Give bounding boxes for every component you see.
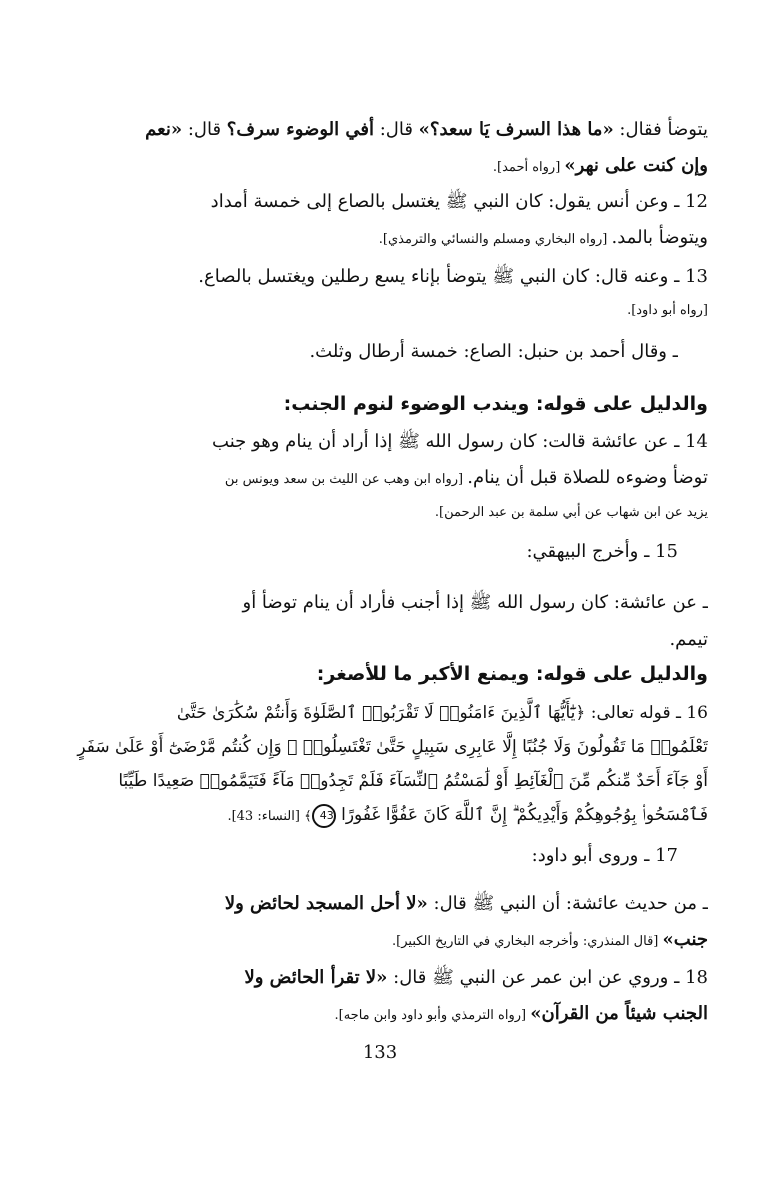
- ayah-number-icon: 43: [312, 804, 336, 828]
- text-line: 15 ـ وأخرج البيهقي:: [526, 541, 678, 562]
- text-run: ـ من حديث عائشة: أن النبي ﷺ قال:: [427, 893, 708, 914]
- quran-line: أَوْ جَآءَ أَحَدٌ مِّنكُم مِّنَ ٱلْغَآئِطِ أَوْ لَٰمَسْتُمُ ٱلنِّسَآءَ فَلَمْ تَجِدُوا۟ مَآءً فَتَيَمَّمُوا۟ صَعِيدًا طَيِّبًا: [118, 771, 708, 791]
- hadith-quote: «ما هذا السرف يَا سعد؟»: [418, 119, 614, 140]
- hadith-quote: «لا أحل المسجد لحائض ولا: [224, 893, 428, 914]
- text-line: تيمم.: [669, 629, 708, 650]
- quran-line: 16 ـ قوله تعالى: ﴿يَٰٓأَيُّهَا ٱلَّذِينَ ءَامَنُوا۟ لَا تَقْرَبُوا۟ ٱلصَّلَوٰةَ وَأَنتُمْ سُكَٰرَىٰ حَتَّىٰ: [176, 703, 708, 723]
- citation: ﴾ [النساء: 43].: [227, 809, 312, 824]
- page-number: 133: [362, 1042, 398, 1063]
- section-heading-1: [52, 386, 708, 422]
- text-line: [52, 886, 708, 922]
- hadith-quote: الجنب شيئاً من القرآن»: [530, 1003, 708, 1024]
- hadith-quote: جنب»: [662, 929, 708, 950]
- text-run: قال:: [373, 119, 419, 140]
- text-run: قال:: [182, 119, 227, 140]
- text-run: يتوضأ فقال:: [613, 119, 708, 140]
- paragraph-14: [52, 424, 708, 530]
- text-line: ـ وقال أحمد بن حنبل: الصاع: خمسة أرطال وثلث.: [309, 341, 678, 362]
- text-line: 14 ـ عن عائشة قالت: كان رسول الله ﷺ إذا أراد أن ينام وهو جنب: [212, 431, 708, 452]
- text-line: [52, 996, 708, 1032]
- paragraph-18: [52, 960, 708, 1032]
- citation: [رواه البخاري ومسلم والنسائي والترمذي].: [378, 232, 612, 247]
- section-heading-2: [52, 656, 708, 692]
- text-line: [52, 922, 708, 958]
- quran-line: تَعْلَمُوا۟ مَا تَقُولُونَ وَلَا جُنُبًا إِلَّا عَابِرِى سَبِيلٍ حَتَّىٰ تَغْتَسِلُوا۟ ۚ وَإِن كُنتُم مَّرْضَىٰٓ أَوْ عَلَىٰ سَفَرٍ: [77, 737, 708, 757]
- citation: [رواه ابن وهب عن الليث بن سعد ويونس بن: [224, 472, 468, 487]
- paragraph-16-quran: [52, 696, 708, 832]
- heading-text: والدليل على قوله: ويمنع الأكبر ما للأصغر:: [316, 663, 708, 685]
- hadith-quote: «لا تقرأ الحائض ولا: [244, 967, 388, 988]
- paragraph-continuation: [52, 112, 708, 184]
- text-line: [52, 148, 708, 184]
- text-line: 12 ـ وعن أنس يقول: كان النبي ﷺ يغتسل بالصاع إلى خمسة أمداد: [210, 191, 708, 212]
- citation: [رواه أحمد].: [492, 160, 565, 175]
- citation: يزيد عن ابن شهاب عن أبي سلمة بن عبد الرحمن].: [434, 505, 708, 520]
- paragraph-12: [52, 184, 708, 256]
- hadith-quote: وإن كنت على نهر»: [564, 155, 708, 176]
- text-line: 13 ـ وعنه قال: كان النبي ﷺ يتوضأ بإناء يسع رطلين ويغتسل بالصاع.: [198, 266, 708, 287]
- text-line: ـ عن عائشة: كان رسول الله ﷺ إذا أجنب فأراد أن ينام توضأ أو: [242, 592, 708, 613]
- paragraph-13: [52, 259, 708, 327]
- paragraph-17-aisha: [52, 886, 708, 958]
- text-line: [52, 220, 708, 256]
- text-line: 17 ـ وروى أبو داود:: [531, 845, 678, 866]
- paragraph-17: [52, 838, 678, 874]
- heading-text: والدليل على قوله: ويندب الوضوء لنوم الجنب:: [283, 393, 708, 415]
- text-run: 18 ـ وروي عن ابن عمر عن النبي ﷺ قال:: [387, 967, 708, 988]
- quran-text: فَٱمْسَحُوا۟ بِوُجُوهِكُمْ وَأَيْدِيكُمْ ۗ إِنَّ ٱللَّهَ كَانَ عَفُوًّا غَفُورًا: [335, 805, 708, 825]
- citation: [رواه الترمذي وأبو داود وابن ماجه].: [334, 1008, 531, 1023]
- quran-line: [52, 798, 708, 832]
- citation: [قال المنذري: وأخرجه البخاري في التاريخ الكبير].: [392, 934, 663, 949]
- text-line: [52, 960, 708, 996]
- text-run: ويتوضأ بالمد.: [611, 227, 708, 248]
- citation: [رواه أبو داود].: [627, 303, 708, 318]
- text-line: [52, 112, 708, 148]
- hadith-quote: «نعم: [145, 119, 183, 140]
- text-line: [52, 460, 708, 496]
- hadith-quote: أفي الوضوء سرف؟: [226, 119, 374, 140]
- paragraph-15: [52, 534, 678, 570]
- text-run: توضأ وضوءه للصلاة قبل أن ينام.: [467, 467, 708, 488]
- paragraph-ahmad: [52, 334, 678, 370]
- paragraph-15-aisha: [52, 584, 708, 658]
